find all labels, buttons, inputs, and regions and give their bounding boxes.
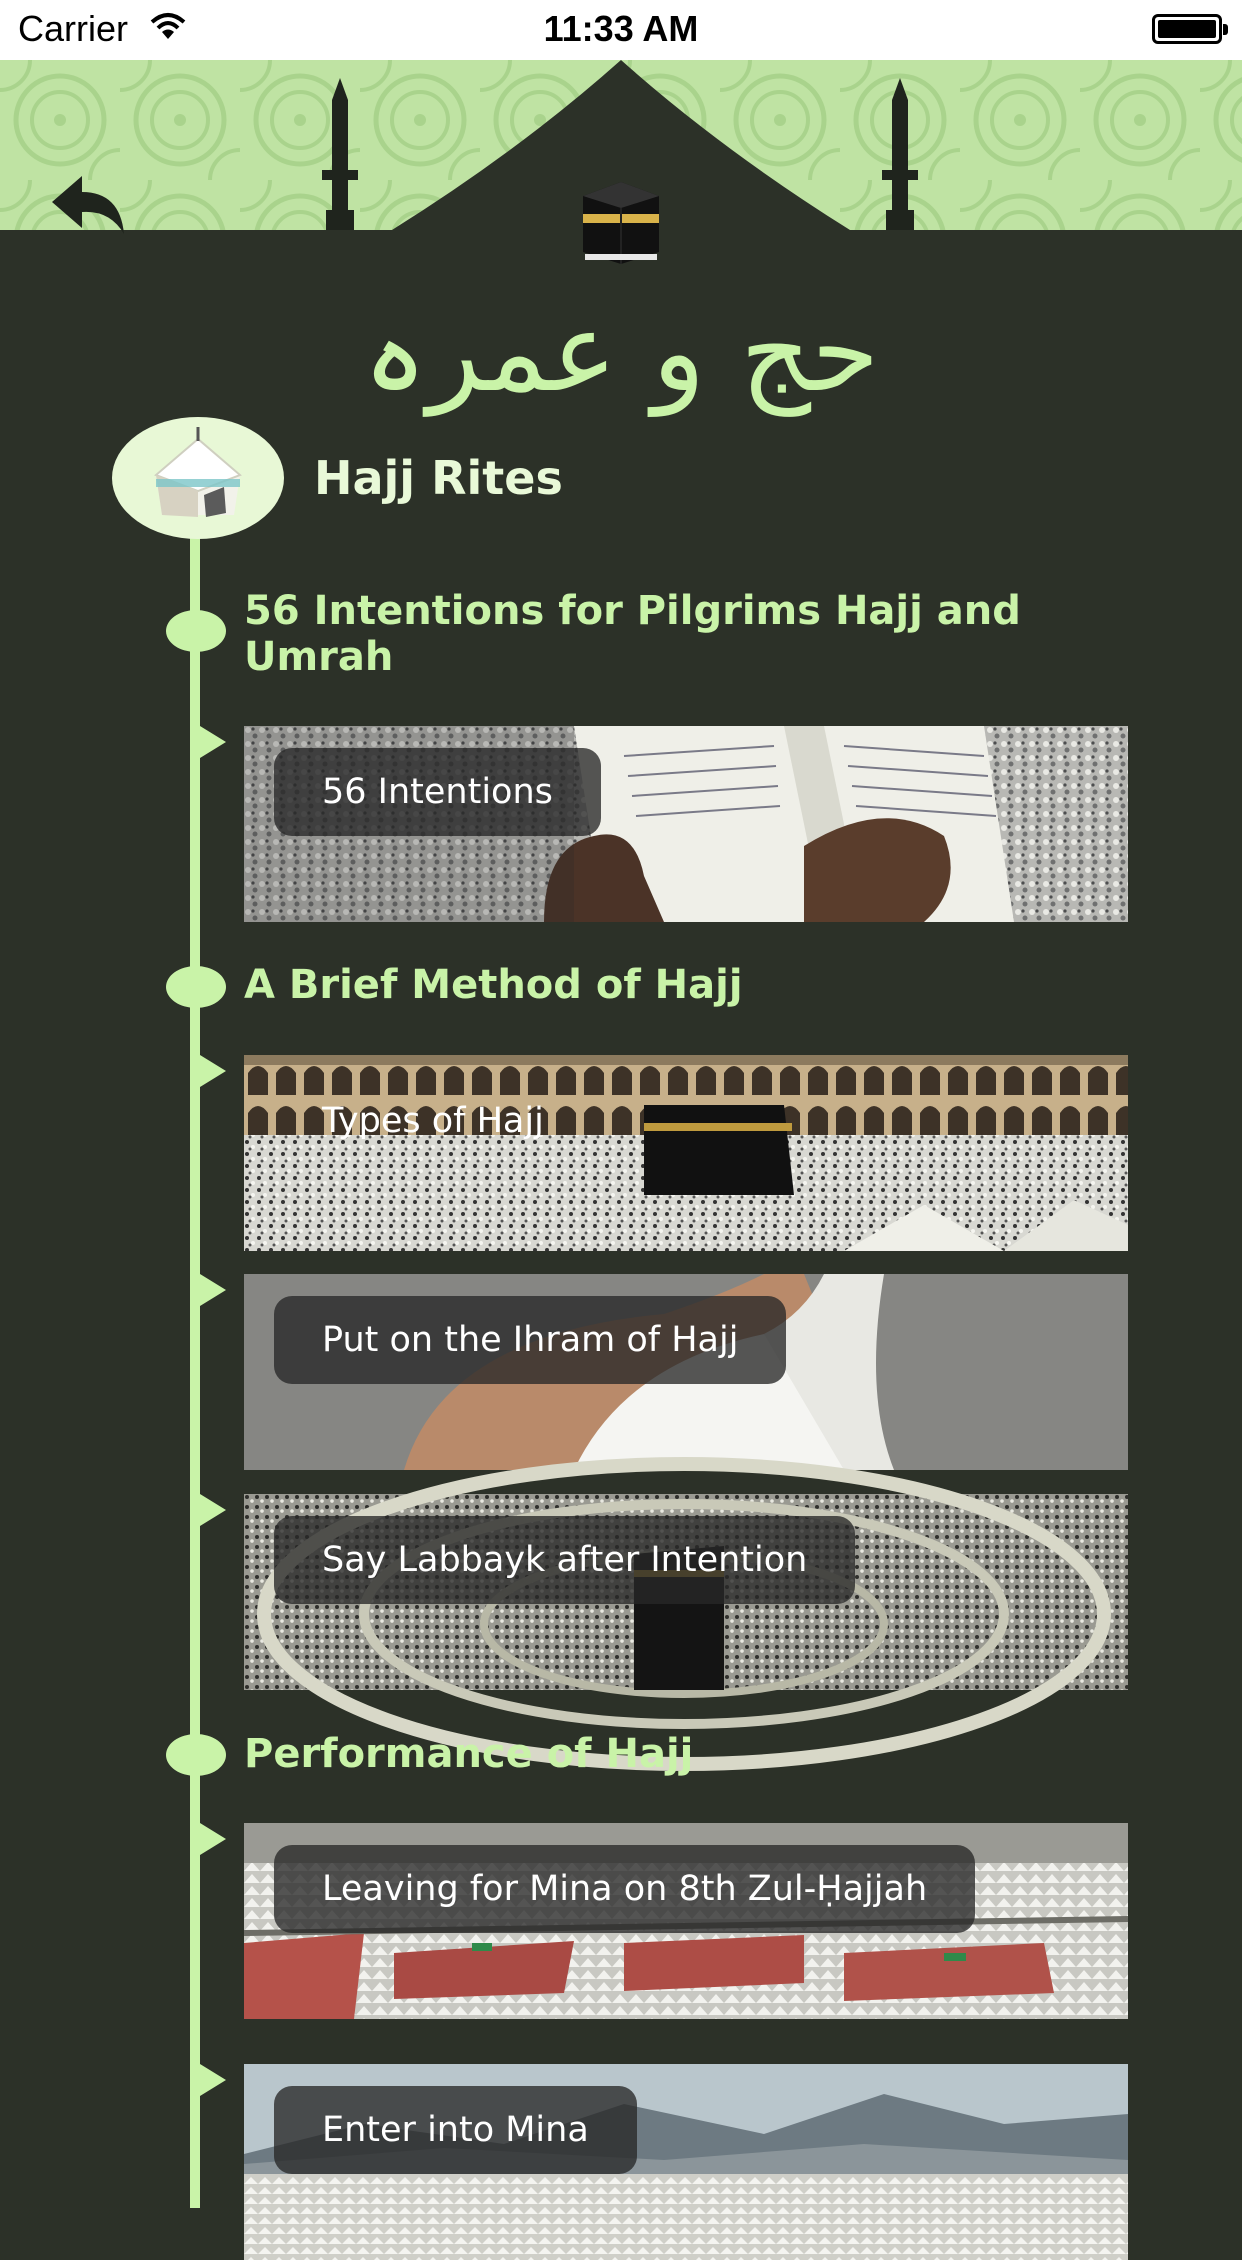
logo-script-text: حج و عمرہ bbox=[362, 288, 880, 416]
section-title: Hajj Rites bbox=[314, 451, 563, 505]
card-leaving-for-mina[interactable] bbox=[244, 1823, 1128, 2019]
timeline-node bbox=[166, 1734, 226, 1776]
tent-icon bbox=[112, 417, 284, 539]
timeline-line bbox=[190, 500, 200, 2208]
group-title: A Brief Method of Hajj bbox=[244, 962, 743, 1008]
card-label: Say Labbayk after Intention bbox=[274, 1516, 855, 1604]
group-title: 56 Intentions for Pilgrims Hajj and Umrah bbox=[244, 588, 1021, 680]
timeline-pointer bbox=[200, 2064, 226, 2096]
back-arrow-icon bbox=[48, 172, 128, 240]
battery-icon bbox=[1152, 14, 1222, 44]
section-badge bbox=[112, 417, 284, 539]
card-56-intentions[interactable] bbox=[244, 726, 1128, 922]
timeline-node bbox=[166, 610, 226, 652]
group-title: Performance of Hajj bbox=[244, 1731, 694, 1777]
app-header bbox=[0, 60, 1242, 416]
card-label: Types of Hajj bbox=[322, 1101, 544, 1141]
timeline-pointer bbox=[200, 1274, 226, 1306]
carrier-label: Carrier bbox=[18, 8, 129, 49]
card-ihram[interactable] bbox=[244, 1274, 1128, 1470]
timeline-node bbox=[166, 966, 226, 1008]
card-types-of-hajj[interactable] bbox=[244, 1055, 1128, 1251]
card-label: 56 Intentions bbox=[274, 748, 601, 836]
timeline-pointer bbox=[200, 1823, 226, 1855]
app-logo bbox=[362, 280, 880, 450]
card-label: Put on the Ihram of Hajj bbox=[274, 1296, 786, 1384]
status-time: 11:33 AM bbox=[543, 8, 699, 49]
timeline-pointer bbox=[200, 1055, 226, 1087]
card-label: Enter into Mina bbox=[274, 2086, 637, 2174]
back-button[interactable] bbox=[48, 172, 128, 240]
card-label: Leaving for Mina on 8th Zul-Ḥajjah bbox=[274, 1845, 975, 1933]
status-bar bbox=[0, 0, 1242, 60]
timeline-pointer bbox=[200, 1494, 226, 1526]
card-enter-into-mina[interactable] bbox=[244, 2064, 1128, 2260]
kaaba-icon bbox=[571, 168, 671, 268]
timeline-pointer bbox=[200, 726, 226, 758]
card-labbayk[interactable] bbox=[244, 1494, 1128, 1690]
